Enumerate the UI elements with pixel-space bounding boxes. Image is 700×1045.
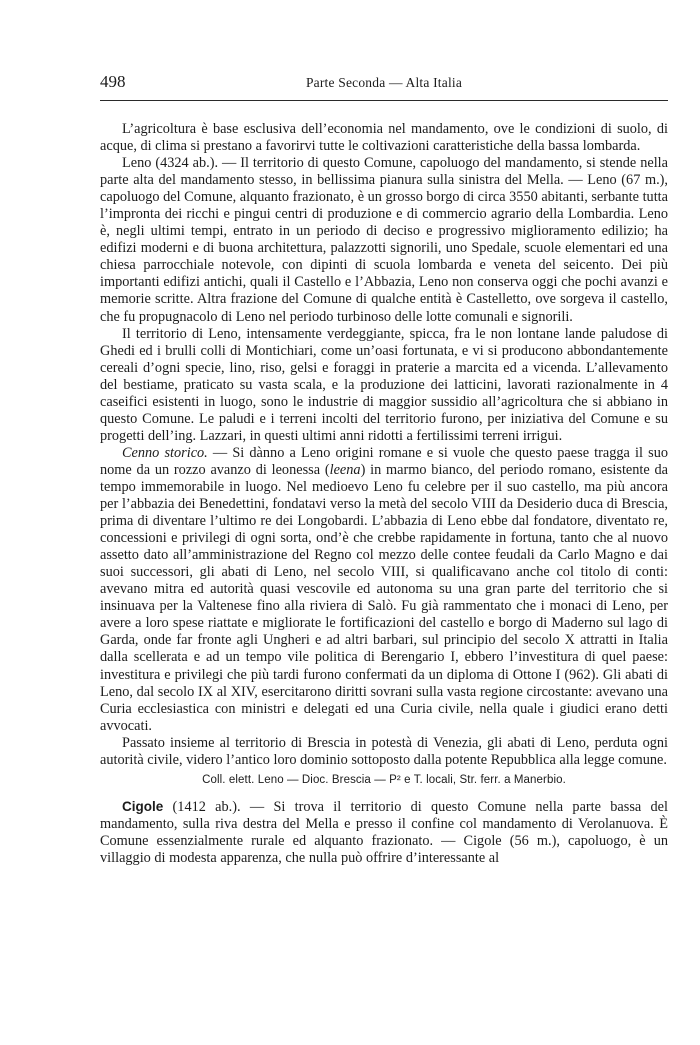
- italic-word: leena: [329, 461, 361, 478]
- paragraph-leno: [100, 155, 668, 325]
- running-title: Parte Seconda — Alta Italia: [305, 75, 463, 90]
- paragraph-text: L’agricoltura è base esclusiva dell’economia nel mandamento, ove le condizioni di suolo, di acque, di clima si prestano a favorirvi tutte le coltivazioni caratteristiche della bassa lombarda.: [100, 121, 668, 155]
- paragraph-agricoltura: [100, 121, 668, 155]
- paragraph-text: — Si dànno a Leno origini romane e si vuole che questo paese tragga il suo nome da un rozzo avanzo di leonessa (: [100, 444, 668, 478]
- paragraph-text: (4324 ab.). — Il territorio di questo Comune, capoluogo del mandamento, si stende nella parte alta del mandamento stesso, in bellissima pianura sulla sinistra del Mella. — Leno (67 m.), capoluogo del Comune, alquanto frazionato, è un grosso borgo di circa 3550 abitanti, serbante tutta l’impronta dei ricchi e pingui centri di produzione e di commercio agrario della Lombardia. Leno è, negli ultimi tempi, entrato in un periodo di deciso e progressivo miglioramento edilizio; ha edifizi moderni e di buona architettura, palazzotti signorili, uno Spedale, scuole elementari ed una chiesa parrocchiale notevole, con dipinti di scuola lombarda e veneta del seicento. Dei più importanti edifizi antichi, quali il Castello e l’Abbazia, Leno non conserva oggi che pochi avanzi e memorie scritte. Altra frazione del Comune di qualche entità è Castelletto, ove sorgeva il castello, che fu propugnacolo di Leno nel periodo turbinoso delle lotte comunali e signorili.: [100, 155, 668, 325]
- section-heading-cenno-storico: Cenno storico.: [122, 444, 208, 461]
- paragraph-venezia: [100, 735, 668, 769]
- paragraph-text: (1412 ab.). — Si trova il territorio di questo Comune nella parte bassa del mandamento, sulla riva destra del Mella e presso il confine col mandamento di Verolanuova. È Comune essenzialmente rurale ed alquanto frazionato. — Cigole (56 m.), capoluogo, è un villaggio di modesta apparenza, che nulla può offrire d’interessante al: [100, 798, 668, 866]
- paragraph-text: Il territorio di Leno, intensamente verdeggiante, spicca, fra le non lontane lande paludose di Ghedi ed i brulli colli di Montichiari, come un’oasi fortunata, e vi si producono abbondantemente cereali d’ogni specie, lino, riso, gelsi e foraggi in praterie a marcita ed a vicenda. L’allevamento del bestiame, praticato su vasta scala, e la produzione dei latticini, lavorati razionalmente in 4 caseifici esistenti in luogo, sono le industrie di maggior sussidio all’agricoltura che si abbiano in questo Comune. Le paludi e i terreni incolti del territorio furono, per iniziativa del Comune e su progetti dell’ing. Lazzari, in questi ultimi anni ridotti a fertilissimi terreni irrigui.: [100, 325, 668, 444]
- info-line: Coll. elett. Leno — Dioc. Brescia — P² e T. locali, Str. ferr. a Manerbio.: [202, 773, 566, 786]
- page: [100, 72, 668, 867]
- entry-heading-leno: Leno: [122, 155, 152, 172]
- paragraph-text: ) in marmo bianco, del periodo romano, esistente da tempo immemorabile in luogo. Nel medioevo Leno fu celebre per il suo castello, ma più ancora per l’abbazia dei Benedettini, fondatavi verso la metà del secolo VIII da Desiderio duca di Brescia, prima di diventare l’ultimo re dei Longobardi. L’abbazia di Leno ebbe dal fondatore, diventato re, concessioni e privilegi di ogni sorta, ond’è che crebbe rapidamente in fortuna, tanto che al nuovo assetto dato all’amministrazione del Regno col mezzo delle contee feudali da Carlo Magno e dai suoi successori, gli abati di Leno, nel secolo VIII, si qualificavano anche col titolo di conti: avevano mitra ed autorità quasi vescovile ed autonoma su una gran parte del territorio che si insinuava per la Valtenese fino alla riviera di Salò. Fu già rammentato che i monaci di Leno, per avere a loro spese riattate e migliorate le fortificazioni del castello e borgo di Maderno sul lago di Garda, onde far fronte agli Ungheri e ad altri barbari, sul principio del secolo X attratti in Italia dalla scellerata e ad un tempo vile politica di Berengario I, ebbero l’investitura di quel paese: investitura e privilegi che più tardi furono confermati da un diploma di Ottone I (962). Gli abati di Leno, dal secolo IX al XIV, esercitarono diritti sovrani sulla vasta regione circostante: avevano una Curia ecclesiastica con ministri e delegati ed una Curia civile, nella quale i giudici erano detti avvocati.: [100, 461, 669, 734]
- paragraph-text: Passato insieme al territorio di Brescia in potestà di Venezia, gli abati di Leno, perduta ogni autorità civile, videro l’antico loro dominio sottoposto dalla potente Repubblica alla legge comune.: [100, 734, 668, 768]
- page-header: [100, 72, 668, 101]
- paragraph-territorio: [100, 326, 668, 445]
- paragraph-cigole: [100, 798, 668, 867]
- page-number: 498: [100, 72, 126, 91]
- body-text: [100, 121, 668, 867]
- paragraph-cenno-storico: [100, 445, 668, 735]
- entry-heading-cigole: Cigole: [122, 798, 164, 814]
